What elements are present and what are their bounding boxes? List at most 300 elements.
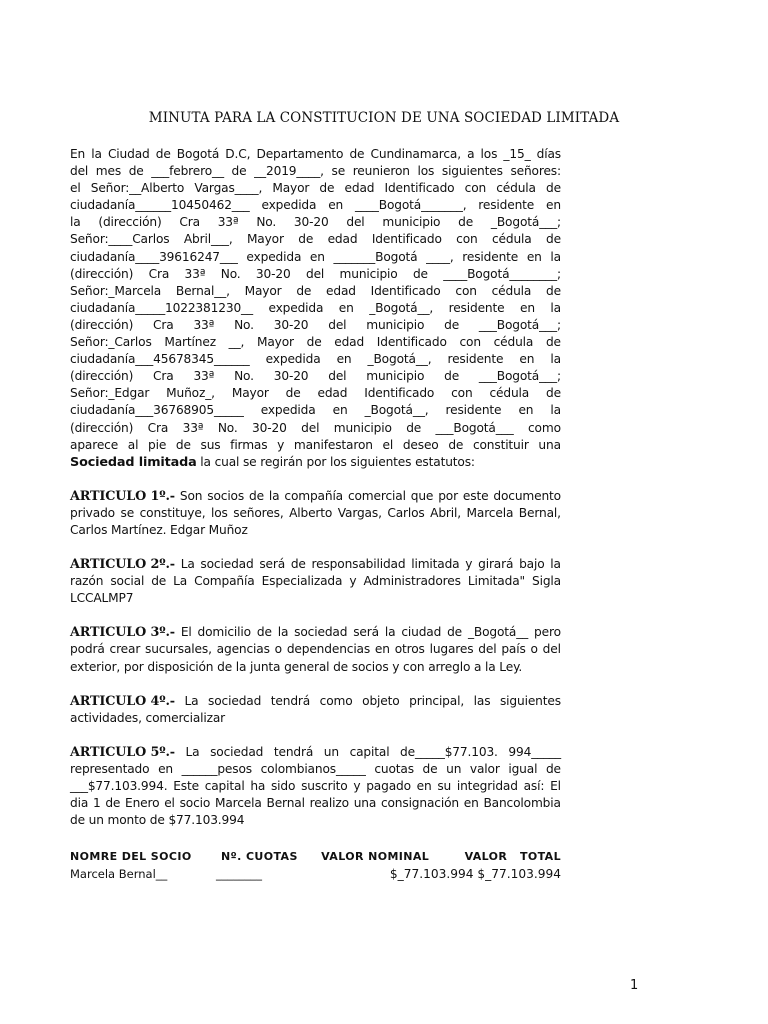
word: cuotas [374,761,414,776]
word: Cra [153,317,174,332]
word: este [462,488,489,503]
word: Bancolombia [483,796,561,811]
word: ___Bogotá___ [435,420,514,435]
word: las [473,693,491,708]
word: ____, [426,249,454,264]
document-title: MINUTA PARA LA CONSTITUCION DE UNA SOCIEDAD LIMITADA [148,110,620,126]
word: un [323,744,339,759]
word: el [382,437,394,452]
word: capital [349,744,390,759]
word: de [349,147,365,161]
word: manifestaron [293,437,373,452]
word: ciudadanía_____1022381230__ [70,300,253,315]
word: municipio [382,215,441,230]
word: _______Bogotá [333,249,418,264]
word: Cra [147,420,169,435]
word: podrá [70,642,105,657]
word: 33ª [193,317,215,332]
text-line [70,693,561,710]
text-line [70,146,561,163]
word: No. [256,215,277,230]
word: de [285,386,301,401]
word: su [437,779,452,793]
word: los [210,505,228,520]
article-heading: ARTICULO 4º.- [70,693,175,709]
text-line [70,710,561,727]
word: en [416,779,432,793]
word: Bernal__, [175,283,230,298]
word: ciudadanía____39616247___ [70,249,238,264]
word: ciudadanía___36768905_____ [70,403,244,418]
word: cédula [496,181,536,196]
word: suscrito [301,779,348,793]
word: del [346,215,365,230]
word: de [256,625,272,640]
text-line [70,454,561,471]
text-line [70,659,561,676]
word: sociedad [294,625,348,640]
word: del [70,164,89,179]
word: Señor:____Carlos [70,232,170,247]
word: edad [334,335,365,350]
word: _15_ [503,147,531,161]
word: ___$77.103.994. [70,779,168,793]
word: 33ª [193,369,215,384]
word: documento [493,488,561,503]
word: Mayor [244,283,282,298]
text-line [70,300,561,317]
word: días [536,147,561,161]
word: del [542,642,561,657]
article-last-line: exterior, por disposición de la junta general de socios y con arreglo a la Ley. [70,659,523,674]
word: Señor:_Marcela [70,283,162,298]
word: de [448,437,464,452]
word: la [550,403,561,418]
word: razón [70,574,104,589]
text-line [70,351,561,368]
word: la [91,147,102,161]
word: responsabilidad [311,557,406,572]
word: 30-20 [252,420,287,435]
word: comercial [347,488,406,503]
word: pero [534,625,561,640]
article-4 [70,693,561,727]
word: __, [228,335,245,350]
page-number: 1 [630,978,639,993]
word: Identificado [370,283,441,298]
word: 33ª [182,420,204,435]
word: ____Bogotá________; [443,266,561,281]
word: limitada [411,557,460,572]
word: de [128,164,144,179]
word: será [259,557,286,572]
word: ciudadanía___45678345______ [70,352,250,367]
word: de [545,335,561,350]
word: siguientes [499,693,561,708]
word: otros [394,642,425,657]
word: país [501,642,526,657]
word: Abril, [430,505,461,520]
word: edad [344,181,375,196]
word: lugares [429,642,474,657]
word: de [296,283,312,298]
word: _Bogotá__, [364,403,429,418]
word: Sigla [532,574,561,589]
word: Mayor [256,335,294,350]
word: en [546,198,561,213]
word: de [422,761,438,776]
text-line [70,402,561,419]
word: del [301,420,320,435]
word: Bernal, [518,505,561,520]
word: o [530,642,538,657]
row-socio: Marcela Bernal__ [70,867,168,881]
word: socio [179,796,211,811]
word: sucursales, [145,642,212,657]
word: edad [327,232,358,247]
word: de_____$77.103. [400,744,498,759]
word: Señor:__Alberto [90,181,185,196]
word: de [546,232,561,247]
word: _Bogotá__ [467,625,529,640]
word: 30-20 [293,215,329,230]
word: Mayor [231,386,269,401]
word: (dirección) [98,215,162,230]
article-last-line: LCCALMP7 [70,591,134,606]
word: en [332,403,348,418]
word: socios [207,488,245,503]
word: ______pesos [181,761,252,776]
word: expedida [246,249,302,264]
word: aparece [70,437,119,452]
text-line [70,488,561,505]
word: sociedad [200,557,254,572]
word: (dirección) [70,317,134,332]
word: una [538,437,561,452]
word: El [550,779,561,793]
word: _Bogotá__, [367,352,432,367]
word: dia [70,796,89,811]
word: residente [478,198,535,213]
word: edad [326,283,356,298]
word: girará [478,557,514,572]
word: Ciudad [107,147,150,161]
word: 30-20 [273,369,309,384]
header-valor-total: VALOR TOTAL [464,850,561,863]
word: Señor:_Edgar [70,386,150,401]
intro-paragraph [70,146,561,471]
word: 33ª [217,215,239,230]
article-heading: ARTICULO 5º.- [70,744,175,760]
word: en [328,198,344,213]
text-line [70,812,561,829]
text-line [70,283,561,300]
word: en [519,352,535,367]
word: se [120,505,135,520]
word: 1 [92,796,101,811]
word: integridad [456,779,518,793]
word: de [151,574,167,589]
text-line [70,385,561,402]
word: la [550,557,561,572]
word: la [70,215,81,230]
word: la [550,249,561,264]
article-5 [70,744,561,829]
word: igual [508,761,538,776]
word: la [277,625,289,640]
word: de [298,232,314,247]
word: cédula [492,232,532,247]
word: Vargas, [337,505,382,520]
word: (dirección) [70,369,134,384]
word: municipio [366,369,425,384]
word: de [546,181,561,196]
word: en [374,642,390,657]
text-line [70,266,561,283]
text-line [70,590,561,607]
word: sus [200,437,221,452]
word: de [447,625,463,640]
word: domicilio [197,625,251,640]
table-row [70,867,561,885]
word: Especializada [261,574,343,589]
text-line [70,437,561,454]
word: 33ª [184,266,206,281]
word: deseo [402,437,439,452]
word: Departamento [256,147,344,161]
word: de [155,147,171,161]
word: los [417,164,435,179]
word: (dirección) [70,266,134,281]
intro-closing-text: la cual se regirán por los siguientes estatutos: [196,454,475,469]
word: en [463,796,479,811]
word: Señor:_Carlos [70,335,152,350]
word: 994_____ [508,744,561,759]
word: privado [70,505,115,520]
word: los [480,147,498,161]
text-line [70,624,561,641]
word: de [290,557,306,572]
word: cédula [489,386,530,401]
text-line [70,231,561,248]
word: a [467,147,475,161]
word: valor [469,761,500,776]
word: la [384,625,396,640]
word: residente [447,352,504,367]
word: Marcela [214,796,262,811]
word: Mayor [246,232,284,247]
word: Identificado [376,335,447,350]
word: ha [250,779,266,793]
word: Compañía [194,574,255,589]
word: de [546,386,561,401]
word: expedida [265,352,321,367]
text-line [70,334,561,351]
word: residente [448,300,505,315]
word: Muñoz_, [166,386,215,401]
word: Identificado [384,181,455,196]
text-line [70,778,561,795]
word: Marcela [466,505,514,520]
word: así: [523,779,545,793]
text-line [70,761,561,778]
article-heading: ARTICULO 1º.- [70,488,175,504]
shares-table [70,850,561,885]
word: de [249,488,264,503]
word: Son [179,488,203,503]
word: constituir [472,437,529,452]
word: o [274,642,282,657]
word: de [444,317,460,332]
document-body [70,146,561,829]
word: por [438,488,458,503]
word: tendrá [270,693,311,708]
word: Identificado [371,232,442,247]
text-line [70,317,561,334]
word: _Bogotá__, [369,300,434,315]
word: del [478,642,497,657]
articles-section [70,488,561,830]
word: mes [95,164,122,179]
word: con [451,386,473,401]
word: ____Bogotá_______, [354,198,467,213]
word: La [184,693,199,708]
word: sociedad [210,744,264,759]
word: Identificado [364,386,435,401]
word: Este [173,779,199,793]
word: de [458,215,474,230]
word: se [331,164,346,179]
word: como [319,693,353,708]
word: Administradores [363,574,461,589]
word: y [349,574,357,589]
word: 30-20 [273,317,309,332]
text-line [70,420,561,437]
text-line [70,795,561,812]
word: _Bogotá___; [490,215,561,230]
word: cédula [491,283,532,298]
word: será [353,625,379,640]
word: una [353,796,377,811]
word: residente [445,403,502,418]
word: en [336,352,352,367]
word: y [353,779,361,793]
word: del [305,266,325,281]
word: D.C, [225,147,251,161]
word: pie [148,437,167,452]
word: ciudad [401,625,442,640]
article-1 [70,488,561,539]
word: bajo [519,557,545,572]
word: como [528,420,561,435]
word: municipio [366,317,425,332]
word: la [550,352,561,367]
word: con [456,232,478,247]
article-heading: ARTICULO 3º.- [70,625,175,641]
word: compañía [284,488,344,503]
word: en [519,300,535,315]
text-line [70,573,561,590]
word: el [70,181,81,196]
word: de [231,164,247,179]
word: expedida [260,403,316,418]
word: con [459,335,481,350]
text-line [70,163,561,180]
text-line [70,214,561,231]
row-cuotas: ________ [216,867,262,881]
word: constituye, [139,505,206,520]
table-header-row [70,850,561,863]
article-3 [70,624,561,675]
word: dependencias [286,642,371,657]
text-line [70,744,561,761]
word: de [319,181,335,196]
header-cuotas: Nº. CUOTAS [220,850,298,863]
word: en [526,249,542,264]
word: en [338,300,354,315]
article-heading: ARTICULO 2º.- [70,557,175,573]
word: La [173,574,188,589]
word: principal, [409,693,465,708]
word: sido [270,779,296,793]
word: Cra [179,215,200,230]
word: Cra [148,266,170,281]
word: La [185,744,200,759]
word: Bogotá [176,147,220,161]
word: ___Bogotá___; [478,369,561,384]
word: No. [234,369,254,384]
word: en [158,761,174,776]
word: Alberto [289,505,333,520]
word: Vargas____, [194,181,263,196]
word: Martínez [164,335,216,350]
word: Mayor [272,181,310,196]
word: residente [462,249,519,264]
word: municipio [333,420,392,435]
word: 30-20 [255,266,291,281]
text-line [70,556,561,573]
word: de [406,420,422,435]
word: Bernal [266,796,305,811]
word: un [446,761,462,776]
word: y [277,437,285,452]
word: En [70,147,86,161]
text-line [70,505,561,522]
header-valor-nominal: VALOR NOMINAL [321,850,430,863]
word: social [110,574,145,589]
word: tendrá [273,744,314,759]
word: El [180,625,192,640]
text-line [70,197,561,214]
company-type: Sociedad limitada [70,454,197,470]
word: expedida [268,300,324,315]
word: la [268,488,280,503]
word: No. [217,420,238,435]
word: expedida [261,198,317,213]
word: colombianos_____ [260,761,366,776]
word: consignación [380,796,459,811]
word: señores, [233,505,284,520]
article-last-line: de un monto de $77.103.994 [70,813,245,828]
word: el [164,796,175,811]
word: ___febrero__ [151,164,224,179]
word: siguientes [441,164,503,179]
word: No. [234,317,254,332]
word: Cundinamarca, [370,147,461,161]
word: de [412,266,428,281]
article-2 [70,556,561,607]
text-line [70,641,561,658]
